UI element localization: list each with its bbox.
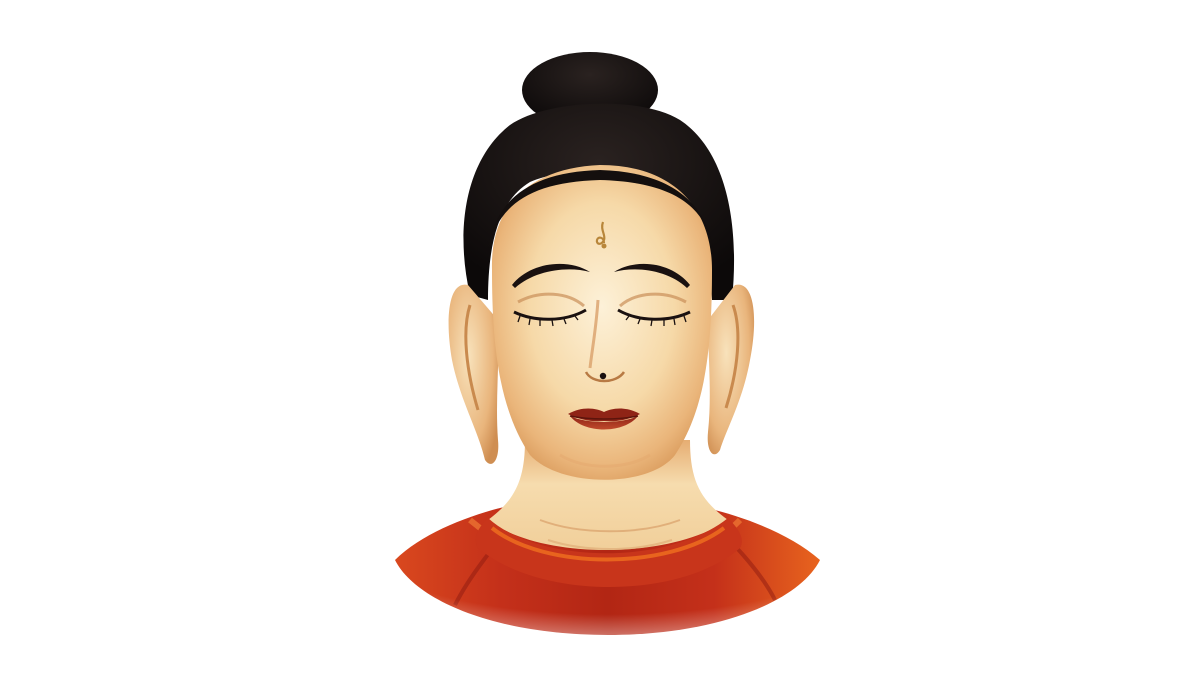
right-ear bbox=[708, 285, 754, 455]
face bbox=[492, 165, 712, 480]
left-ear bbox=[449, 285, 499, 464]
